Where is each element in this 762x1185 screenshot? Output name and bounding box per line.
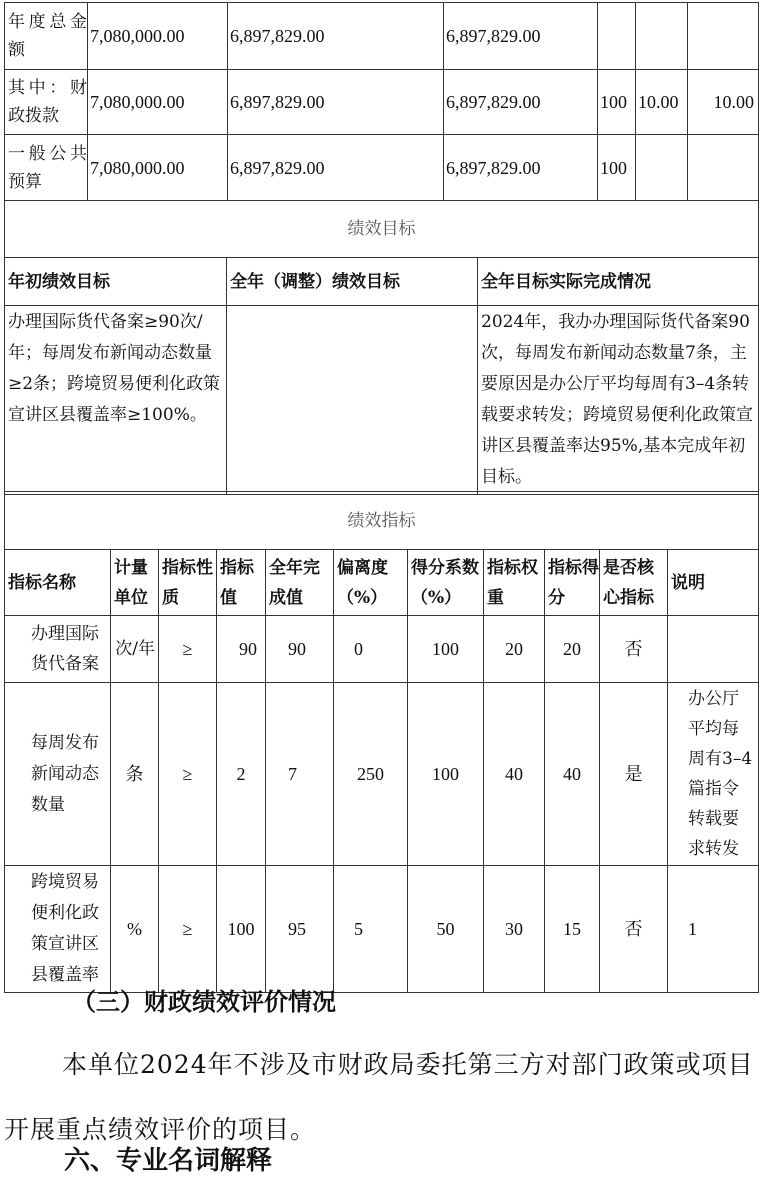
indicators-table [4,491,759,993]
header-actual: 全年完成值 [266,550,334,616]
indicator-name: 办理国际货代备案 [5,616,111,683]
goals-table [4,200,759,495]
indicator-nature: ≥ [159,616,217,683]
header-target: 指标值 [217,550,266,616]
adjusted-amount: 6,897,829.00 [228,135,444,201]
funding-score: 10.00 [688,70,759,135]
goals-section-title: 绩效目标 [5,201,759,258]
indicator-unit: 条 [111,683,159,866]
indicators-section-title: 绩效指标 [5,492,759,550]
indicator-score: 40 [545,683,600,866]
score-weight [598,3,636,70]
funding-row-total [5,3,759,70]
initial-goal-text: 办理国际货代备案≥90次/年；每周发布新闻动态数量≥2条；跨境贸易便利化政策宣讲区县覆盖率≥100%。 [5,306,227,495]
indicator-unit: % [111,866,159,993]
header-name: 指标名称 [5,550,111,616]
header-core: 是否核心指标 [600,550,668,616]
adjusted-goal-text [227,306,478,495]
adjusted-amount: 6,897,829.00 [228,70,444,135]
section6-heading: 六、专业名词解释 [64,1146,273,1176]
indicator-target: 100 [217,866,266,993]
indicator-note: 1 [668,866,759,993]
funding-label: 年度总金额 [5,3,88,70]
header-deviation: 偏离度（%） [334,550,408,616]
funding-label: 其中：财政拨款 [5,70,88,135]
header-note: 说明 [668,550,759,616]
indicator-coef: 100 [408,683,484,866]
executed-amount: 6,897,829.00 [444,135,598,201]
indicator-deviation: 0 [334,616,408,683]
indicator-actual: 90 [266,616,334,683]
header-weight: 指标权重 [484,550,545,616]
table-row [5,683,759,866]
indicator-score: 15 [545,866,600,993]
indicator-weight: 40 [484,683,545,866]
indicator-deviation: 5 [334,866,408,993]
indicator-target: 2 [217,683,266,866]
table-row [5,616,759,683]
header-coef: 得分系数（%） [408,550,484,616]
indicator-coef: 50 [408,866,484,993]
header-score: 指标得分 [545,550,600,616]
section3-heading: （三）财政绩效评价情况 [72,987,336,1016]
header-unit: 计量单位 [111,550,159,616]
funding-row-fiscal [5,70,759,135]
indicator-weight: 30 [484,866,545,993]
header-nature: 指标性质 [159,550,217,616]
funding-score [688,3,759,70]
exec-rate [636,3,688,70]
indicator-actual: 95 [266,866,334,993]
exec-rate [636,135,688,201]
funding-label: 一般公共预算 [5,135,88,201]
indicator-name: 每周发布新闻动态数量 [5,683,111,866]
indicator-unit: 次/年 [111,616,159,683]
indicator-core: 是 [600,683,668,866]
indicator-deviation: 250 [334,683,408,866]
section3-paragraph: 本单位2024年不涉及市财政局委托第三方对部门政策或项目开展重点绩效评价的项目。 [4,1050,754,1144]
indicators-header-row [5,550,759,616]
indicator-core: 否 [600,866,668,993]
indicator-nature: ≥ [159,683,217,866]
adjusted-amount: 6,897,829.00 [228,3,444,70]
indicator-score: 20 [545,616,600,683]
score-weight: 100 [598,135,636,201]
annual-amount: 7,080,000.00 [88,3,228,70]
table-row [5,866,759,993]
indicator-coef: 100 [408,616,484,683]
indicator-target: 90 [217,616,266,683]
indicator-note: 办公厅平均每周有3–4篇指令转载要求转发 [668,683,759,866]
funding-table [4,2,759,201]
executed-amount: 6,897,829.00 [444,3,598,70]
annual-amount: 7,080,000.00 [88,135,228,201]
indicator-note [668,616,759,683]
indicator-nature: ≥ [159,866,217,993]
indicator-core: 否 [600,616,668,683]
exec-rate: 10.00 [636,70,688,135]
indicator-weight: 20 [484,616,545,683]
col-initial-goal: 年初绩效目标 [5,258,227,306]
col-actual-completion: 全年目标实际完成情况 [478,258,759,306]
funding-score [688,135,759,201]
annual-amount: 7,080,000.00 [88,70,228,135]
score-weight: 100 [598,70,636,135]
executed-amount: 6,897,829.00 [444,70,598,135]
indicator-name: 跨境贸易便利化政策宣讲区县覆盖率 [5,866,111,993]
actual-completion-text: 2024年，我办办理国际货代备案90次，每周发布新闻动态数量7条，主要原因是办公厅平均每周有3–4条转载要求转发；跨境贸易便利化政策宣讲区县覆盖率达95%,基本完成年初目标。 [478,306,759,495]
indicator-actual: 7 [266,683,334,866]
funding-row-general [5,135,759,201]
col-adjusted-goal: 全年（调整）绩效目标 [227,258,478,306]
